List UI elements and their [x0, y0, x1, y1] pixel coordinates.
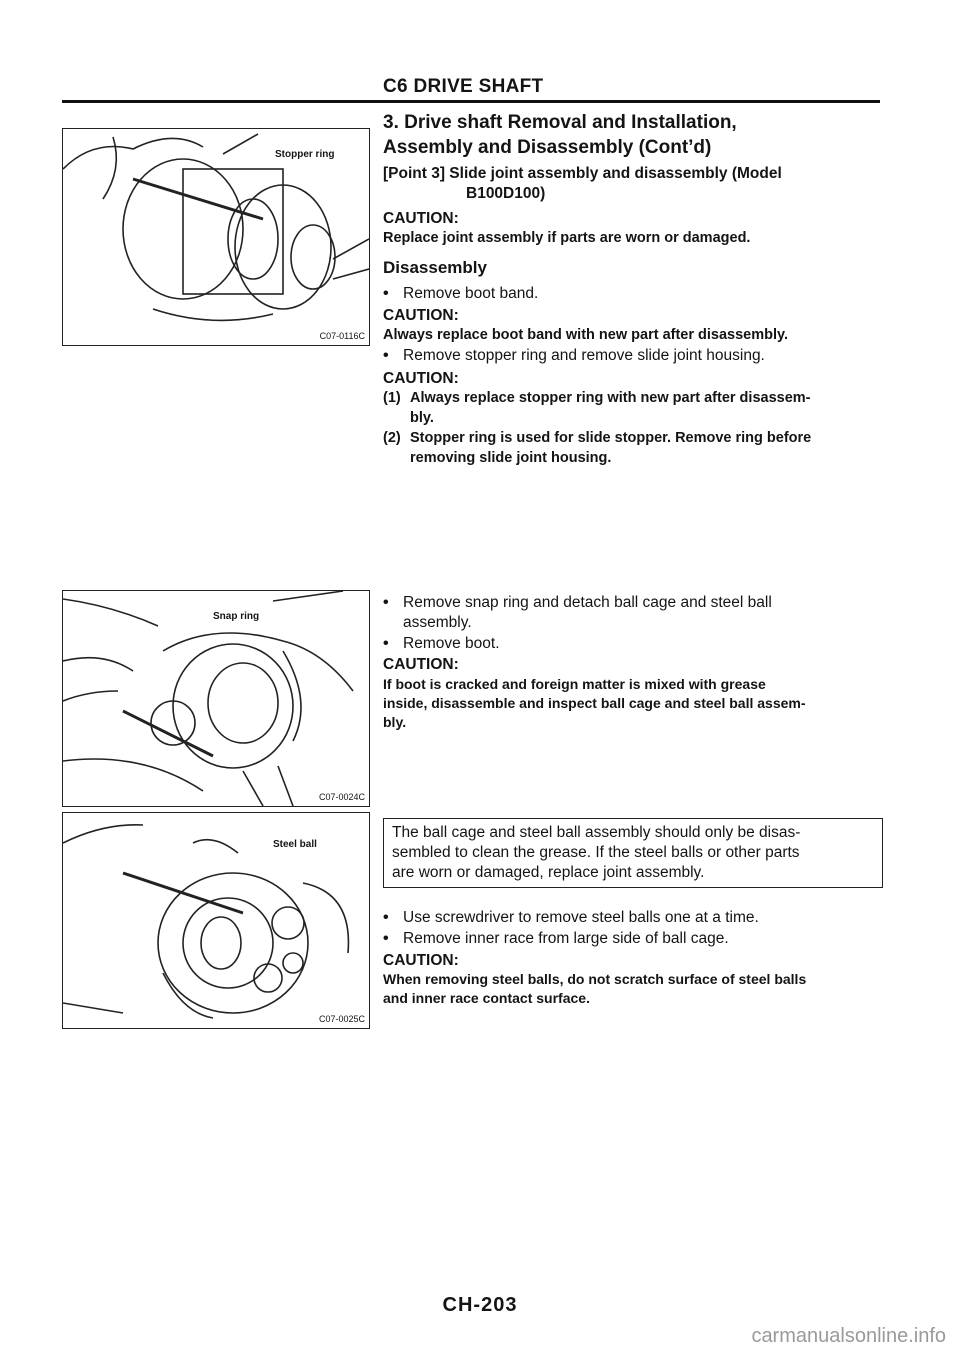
figure-snap-ring	[62, 590, 370, 807]
point-heading	[383, 164, 883, 204]
caution-3-line-1: Always replace stopper ring with new part after disassem-	[410, 390, 811, 406]
header-rule	[62, 100, 880, 103]
caution-6-line-2: and inner race contact surface.	[383, 990, 590, 1006]
caution-label-6: CAUTION:	[383, 952, 459, 969]
bullet: •	[383, 347, 389, 364]
caution-6-line-1: When removing steel balls, do not scratch surface of steel balls	[383, 971, 807, 987]
caution-text-1: Replace joint assembly if parts are worn or damaged.	[383, 230, 751, 246]
section-header: C6 DRIVE SHAFT	[383, 76, 544, 97]
figure-label-snap-ring: Snap ring	[213, 611, 260, 622]
step-3-line-1: Remove snap ring and detach ball cage and steel ball	[403, 594, 772, 611]
step-5-text: Use screwdriver to remove steel balls one at a time.	[403, 909, 759, 926]
steel-ball-illustration	[63, 813, 369, 1028]
note-box	[383, 818, 883, 888]
caution-5-line-3: bly.	[383, 714, 407, 730]
step-5	[383, 908, 759, 928]
note-line-2: sembled to clean the grease. If the steel balls or other parts	[392, 844, 800, 861]
caution-list-1	[383, 388, 883, 468]
bullet: •	[383, 594, 389, 611]
bullet: •	[383, 635, 389, 652]
step-6	[383, 929, 729, 949]
step-1-text: Remove boot band.	[403, 285, 539, 302]
caution-text-2: Always replace boot band with new part after disassembly.	[383, 327, 789, 343]
note-line-3: are worn or damaged, replace joint assembly.	[392, 864, 705, 881]
watermark: carmanualsonline.info	[751, 1325, 946, 1347]
caution-4-line-2: removing slide joint housing.	[410, 450, 612, 466]
step-4-text: Remove boot.	[403, 635, 500, 652]
figure-code-3: C07-0025C	[318, 1014, 365, 1024]
step-2	[383, 346, 765, 366]
figure-stopper-ring	[62, 128, 370, 346]
figure-label-steel-ball: Steel ball	[273, 839, 317, 850]
figure-steel-ball	[62, 812, 370, 1029]
bullet: •	[383, 285, 389, 302]
page-number: CH-203	[442, 1294, 518, 1316]
caution-num-1: (1)	[383, 390, 401, 406]
disassembly-title: Disassembly	[383, 258, 487, 277]
caution-label-1: CAUTION:	[383, 210, 459, 227]
caution-5-line-2: inside, disassemble and inspect ball cage and steel ball assem-	[383, 695, 806, 711]
point-line-1: [Point 3] Slide joint assembly and disassembly (Model	[383, 165, 782, 182]
page-title	[383, 110, 883, 160]
step-4	[383, 634, 500, 654]
figure-code-2: C07-0024C	[318, 792, 365, 802]
caution-5-line-1: If boot is cracked and foreign matter is mixed with grease	[383, 676, 766, 692]
bullet: •	[383, 909, 389, 926]
step-6-text: Remove inner race from large side of ball cage.	[403, 930, 729, 947]
caution-label-5: CAUTION:	[383, 656, 459, 673]
caution-num-2: (2)	[383, 430, 401, 446]
bullet: •	[383, 930, 389, 947]
caution-3-line-2: bly.	[410, 410, 434, 426]
caution-text-6	[383, 970, 806, 1008]
title-line-1: 3. Drive shaft Removal and Installation,	[383, 112, 737, 133]
figure-label-stopper-ring: Stopper ring	[275, 149, 335, 160]
caution-4-line-1: Stopper ring is used for slide stopper. Remove ring before	[410, 430, 812, 446]
step-1	[383, 284, 538, 304]
step-3-line-2: assembly.	[403, 614, 472, 631]
stopper-ring-illustration	[63, 129, 369, 345]
caution-label-3: CAUTION:	[383, 370, 459, 387]
caution-label-2: CAUTION:	[383, 307, 459, 324]
snap-ring-illustration	[63, 591, 369, 806]
caution-text-5	[383, 675, 806, 732]
title-line-2: Assembly and Disassembly (Cont’d)	[383, 137, 712, 158]
step-3	[383, 593, 883, 633]
step-2-text: Remove stopper ring and remove slide joint housing.	[403, 347, 765, 364]
point-line-2: B100D100)	[466, 185, 546, 202]
note-line-1: The ball cage and steel ball assembly should only be disas-	[392, 824, 801, 841]
figure-code-1: C07-0116C	[319, 331, 365, 341]
